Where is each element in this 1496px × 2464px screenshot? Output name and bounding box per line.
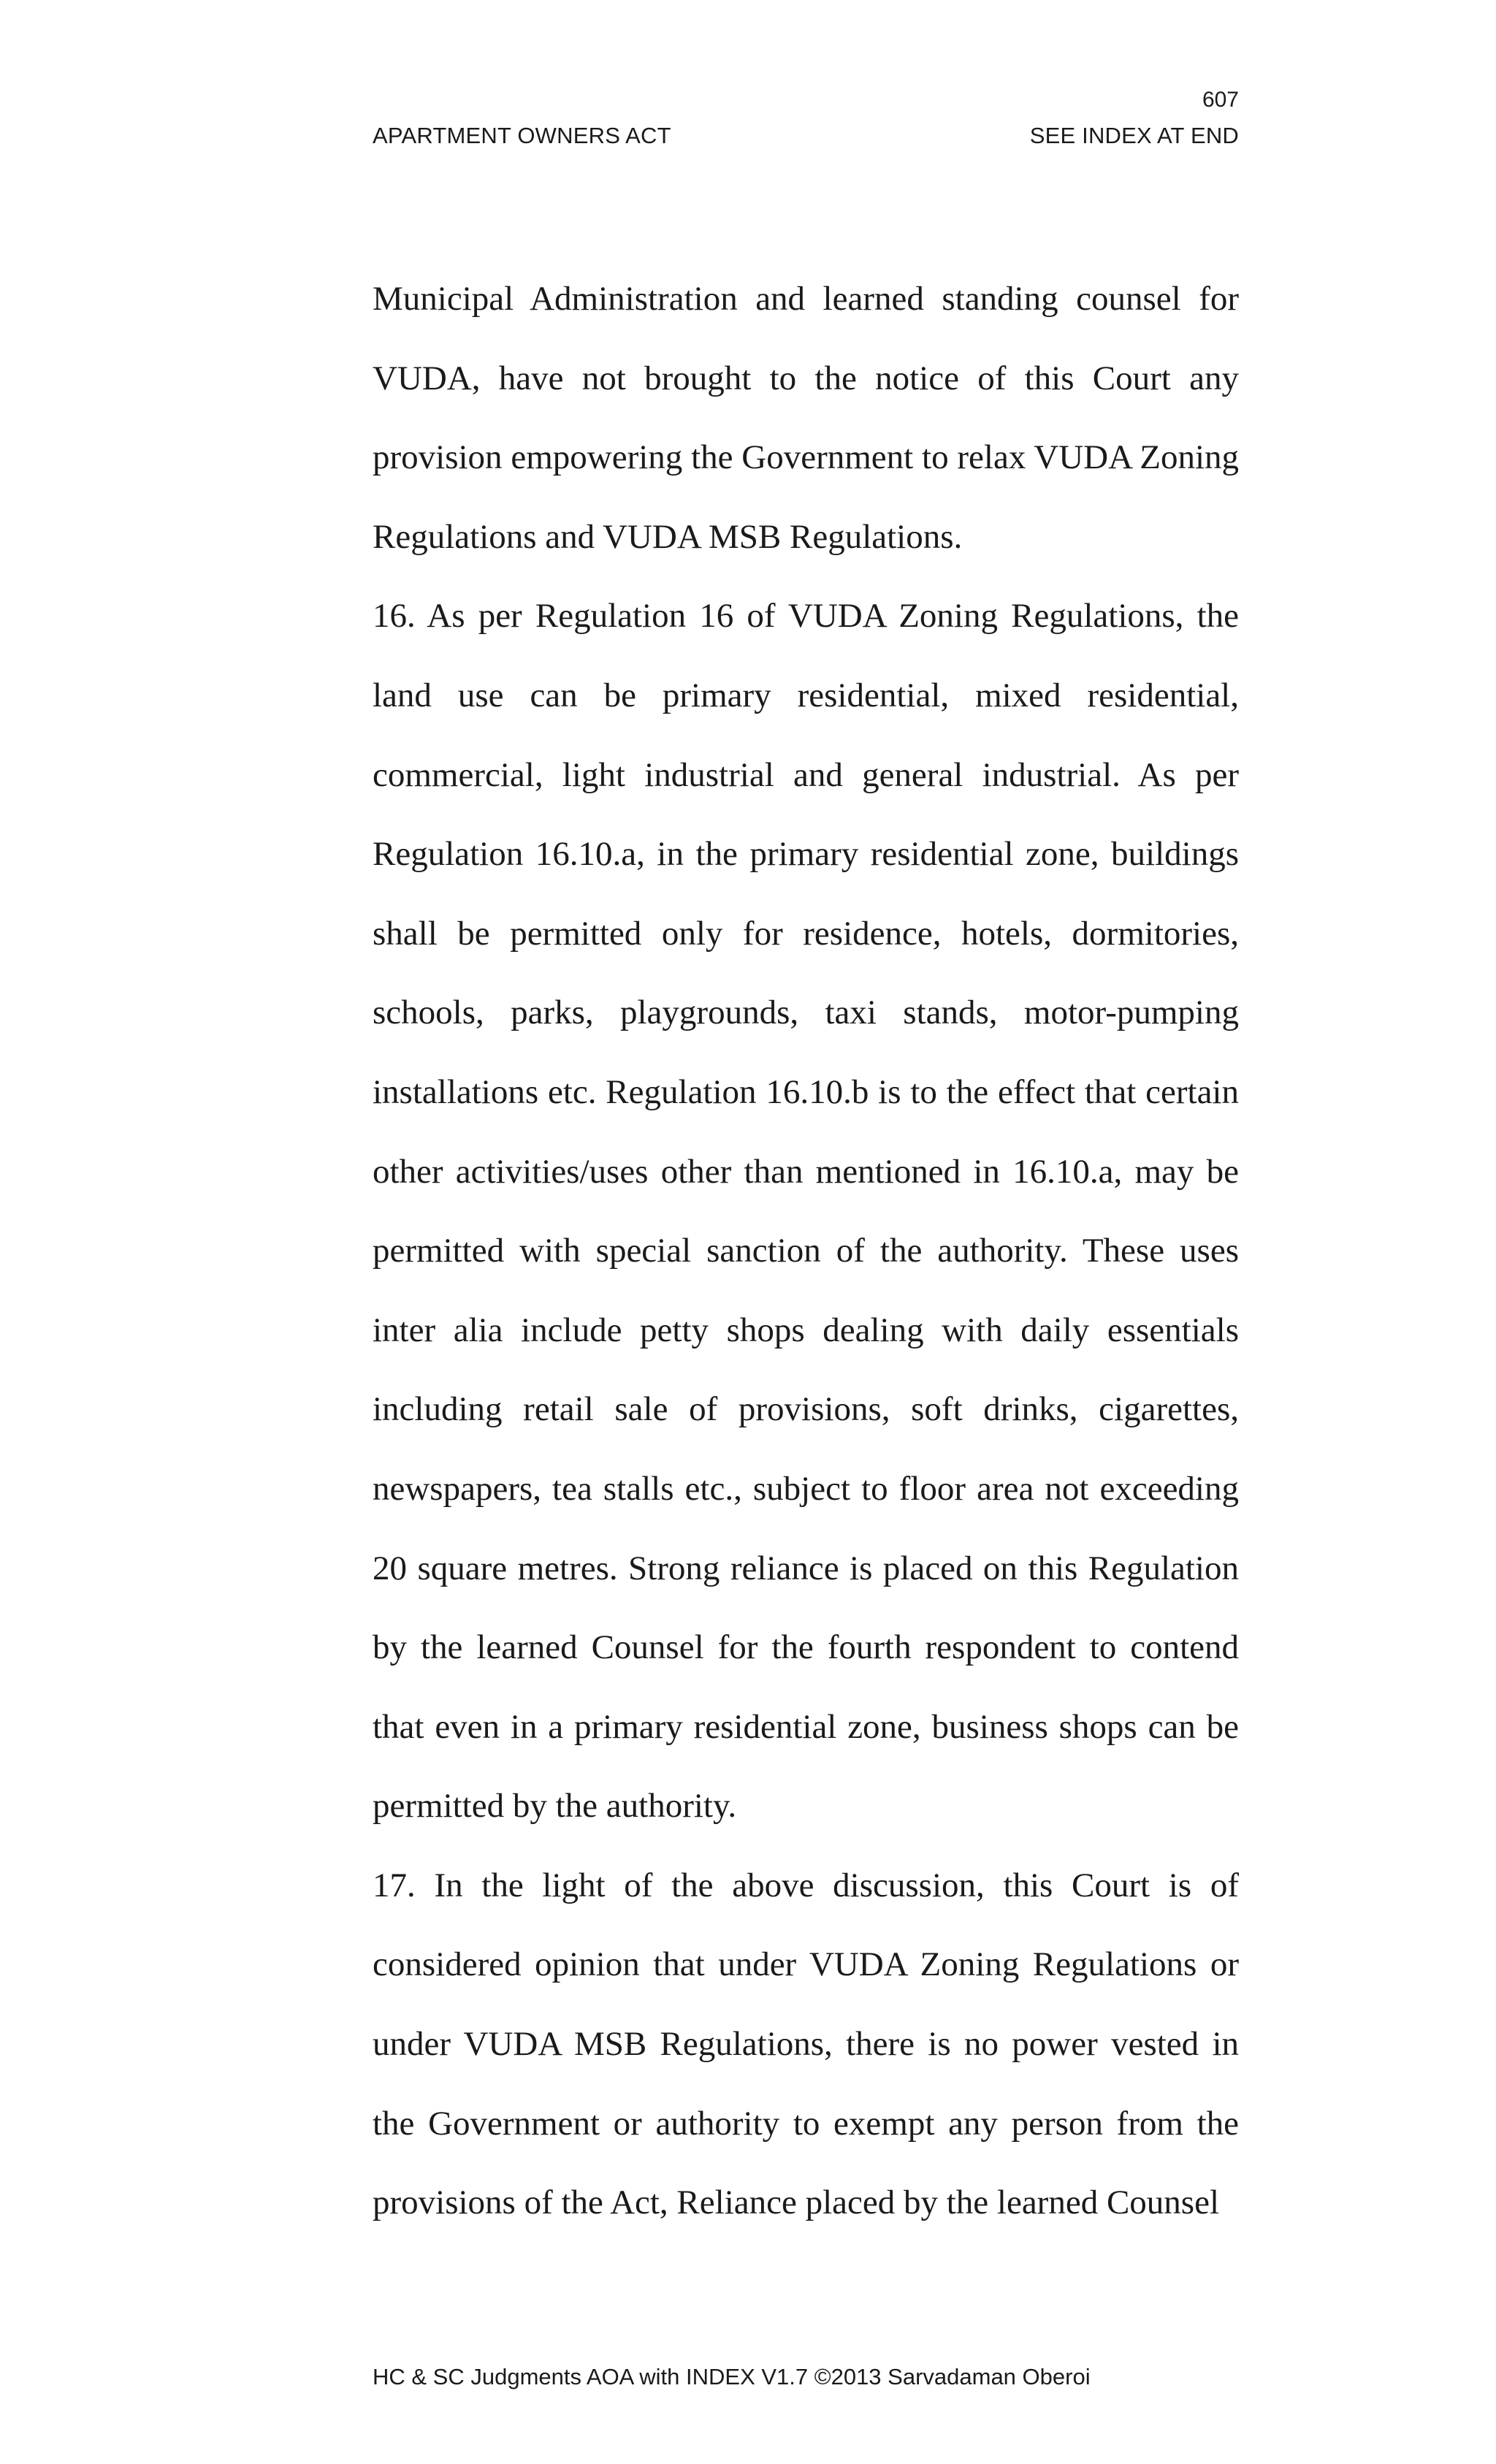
body-text [373,259,1239,2243]
paragraph-17: 17. In the light of the above discussion, this Court is of considered opinion that under VUDA Zoning Regulations or under VUDA MSB Regulations, there is no power vested in the Government or authority to exempt any person from the provisions of the Act, Reliance placed by the learned Counsel [373,1866,1239,2222]
page-number: 607 [1202,88,1239,112]
header-index-note: SEE INDEX AT END [1029,123,1239,148]
page-footer: HC & SC Judgments AOA with INDEX V1.7 ©2013 Sarvadaman Oberoi [373,2364,1091,2389]
paragraph-16: 16. As per Regulation 16 of VUDA Zoning Regulations, the land use can be primary residential, mixed residential, commercial, light industrial and general industrial. As per Regulation 16.10.a, in the primary residential zone, buildings shall be permitted only for residence, hotels, dormitories, schools, parks, playgrounds, taxi stands, motor-pumping installations etc. Regulation 16.10.b is to the effect that certain other activities/uses other than mentioned in 16.10.a, may be permitted with special sanction of the authority. These uses inter alia include petty shops dealing with daily essentials including retail sale of provisions, soft drinks, cigarettes, newspapers, tea stalls etc., subject to floor area not exceeding 20 square metres. Strong reliance is placed on this Regulation by the learned Counsel for the fourth respondent to contend that even in a primary residential zone, business shops can be permitted by the authority. [373,597,1239,1826]
running-header [373,124,1239,147]
header-title: APARTMENT OWNERS ACT [373,123,671,148]
paragraph: Municipal Administration and learned standing counsel for VUDA, have not brought to the notice of this Court any provision empowering the Government to relax VUDA Zoning Regulations and VUDA MSB Regulations. [373,280,1239,556]
